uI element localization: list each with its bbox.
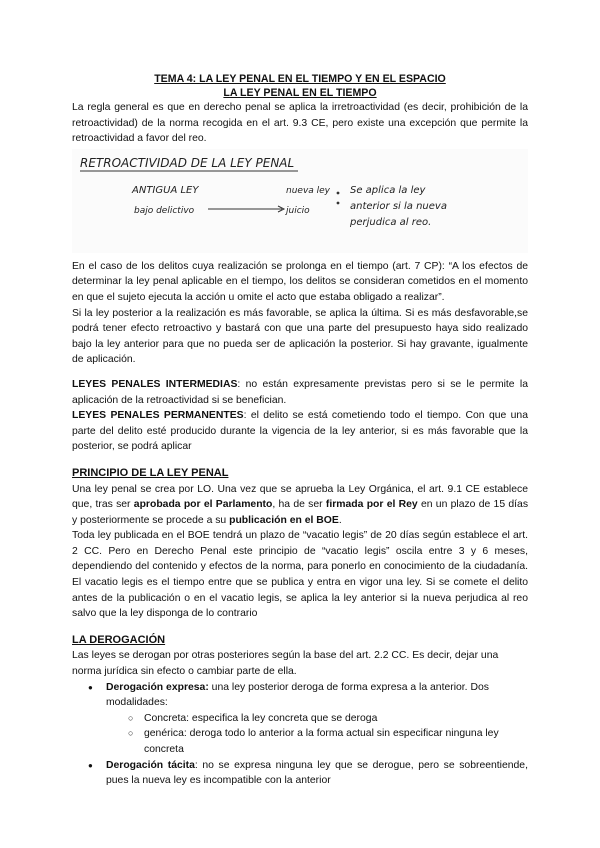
principio-heading: PRINCIPIO DE LA LEY PENAL — [72, 466, 229, 479]
intermedias-paragraph — [72, 377, 528, 408]
section-title: LA LEY PENAL EN EL TIEMPO — [223, 87, 377, 99]
delitos-paragraph: En el caso de los delitos cuya realización se prolonga en el tiempo (art. 7 CP): “A los efectos de determinar la ley penal aplicable en el tiempo, los delitos se consideran cometidos en el momento en que el sujeto ejecuta la acción u omite el acto que estaba obligado a realizar”. — [72, 260, 528, 303]
handwritten-sketch — [72, 149, 528, 253]
expresa-term: Derogación expresa: — [106, 681, 209, 693]
derogacion-intro: Las leyes se derogan por otras posteriores según la base del art. 2.2 CC. Es decir, dejar una norma jurídica sin efecto o cambiar parte de ella. — [72, 650, 499, 678]
modalidades-list — [106, 711, 528, 758]
tacita-text: : no se expresa ninguna ley que se derogue, pero se sobreentiende, pues la nueva ley es incompatible con la anterior — [106, 759, 528, 787]
sketch-right3: perjudica al reo. — [350, 216, 432, 228]
list-item-concreta: ○ Concreta: especifica la ley concreta que se deroga — [144, 711, 528, 727]
derogacion-list — [72, 680, 528, 789]
document-title: TEMA 4: LA LEY PENAL EN EL TIEMPO Y EN EL ESPACIO — [154, 73, 446, 85]
sketch-left1: ANTIGUA LEY — [132, 184, 199, 196]
intermedias-text: : no están expresamente previstas pero si se le permite la aplicación de la retroactividad si se benefician. — [72, 378, 528, 406]
permanentes-text: : el delito se está cometiendo todo el tiempo. Con que una parte del delito esté producido durante la vigencia de la ley anterior, si es más favorable que la posterior, se podrá aplicar — [72, 410, 528, 453]
list-item-tacita — [106, 758, 528, 789]
principio-text: . — [338, 514, 342, 526]
derogacion-heading: LA DEROGACIÓN — [72, 633, 166, 646]
sketch-right1: Se aplica la ley — [350, 184, 426, 196]
permanentes-paragraph — [72, 408, 528, 455]
list-item-expresa — [106, 680, 528, 758]
intermedias-term: LEYES PENALES INTERMEDIAS — [72, 378, 238, 390]
document-page — [72, 72, 528, 789]
sketch-left2: bajo delictivo — [134, 205, 195, 216]
list-item-generica: ○ genérica: deroga todo lo anterior a la forma actual sin especificar ninguna ley concreta — [144, 726, 528, 757]
sketch-dot — [337, 191, 340, 194]
vacatio-paragraph: Toda ley publicada en el BOE tendrá un plazo de “vacatio legis” de 20 días según establece el art. 2 CC. Pero en Derecho Penal este principio de “vacatio legis” oscila entre 3 y 6 meses, dependiendo del contenido y efectos de la norma, para ponerlo en conocimiento de la ciudadanía. El vacatio legis es el tiempo entre que se publica y entra en vigor una ley. Si se comete el delito antes de la publicación o en el vacatio legis, se aplica la ley anterior si la nueva perjudica al reo salvo que la ley disponga de lo contrario — [72, 530, 528, 620]
expresa-text: una ley posterior deroga de forma expresa a la anterior. Dos modalidades: — [106, 681, 489, 709]
sketch-mid1: nueva ley — [286, 185, 331, 196]
tacita-term: Derogación tácita — [106, 759, 195, 771]
sketch-right2: anterior si la nueva — [350, 200, 447, 212]
sketch-dot — [337, 201, 340, 204]
principio-paragraph — [72, 482, 528, 529]
permanentes-term: LEYES PENALES PERMANENTES — [72, 410, 244, 422]
sketch-heading: RETROACTIVIDAD DE LA LEY PENAL — [80, 155, 295, 170]
favorable-paragraph: Si la ley posterior a la realización es más favorable, se aplica la última. Si es más desfavorable,se podrá tener efecto retroactivo y bastará con que una parte del presupuesto haya sido realizado bajo la ley anterior para que no pueda ser de aplicación la posterior. Si hay gravante, igualmente de aplicación. — [72, 307, 528, 366]
principio-bold: firmada por el Rey — [325, 499, 418, 511]
principio-bold: publicación en el BOE — [229, 514, 339, 526]
principio-text: , ha de ser — [272, 499, 326, 511]
principio-text: en un plazo de 15 días y posteriormente se procede a su — [72, 499, 529, 526]
principio-text: Una ley penal se crea por LO. Una vez que se aprueba la Ley Orgánica, el art. 9.1 CE establece que, tras ser — [72, 483, 528, 511]
sketch-mid2: juicio — [286, 205, 310, 216]
principio-bold: aprobada por el Parlamento — [133, 499, 273, 511]
intro-paragraph: La regla general es que en derecho penal se aplica la irretroactividad (es decir, prohibición de la retroactividad) de la norma recogida en el art. 9.3 CE, pero existe una excepción que permite la retroactividad a favor del reo. — [72, 102, 528, 145]
